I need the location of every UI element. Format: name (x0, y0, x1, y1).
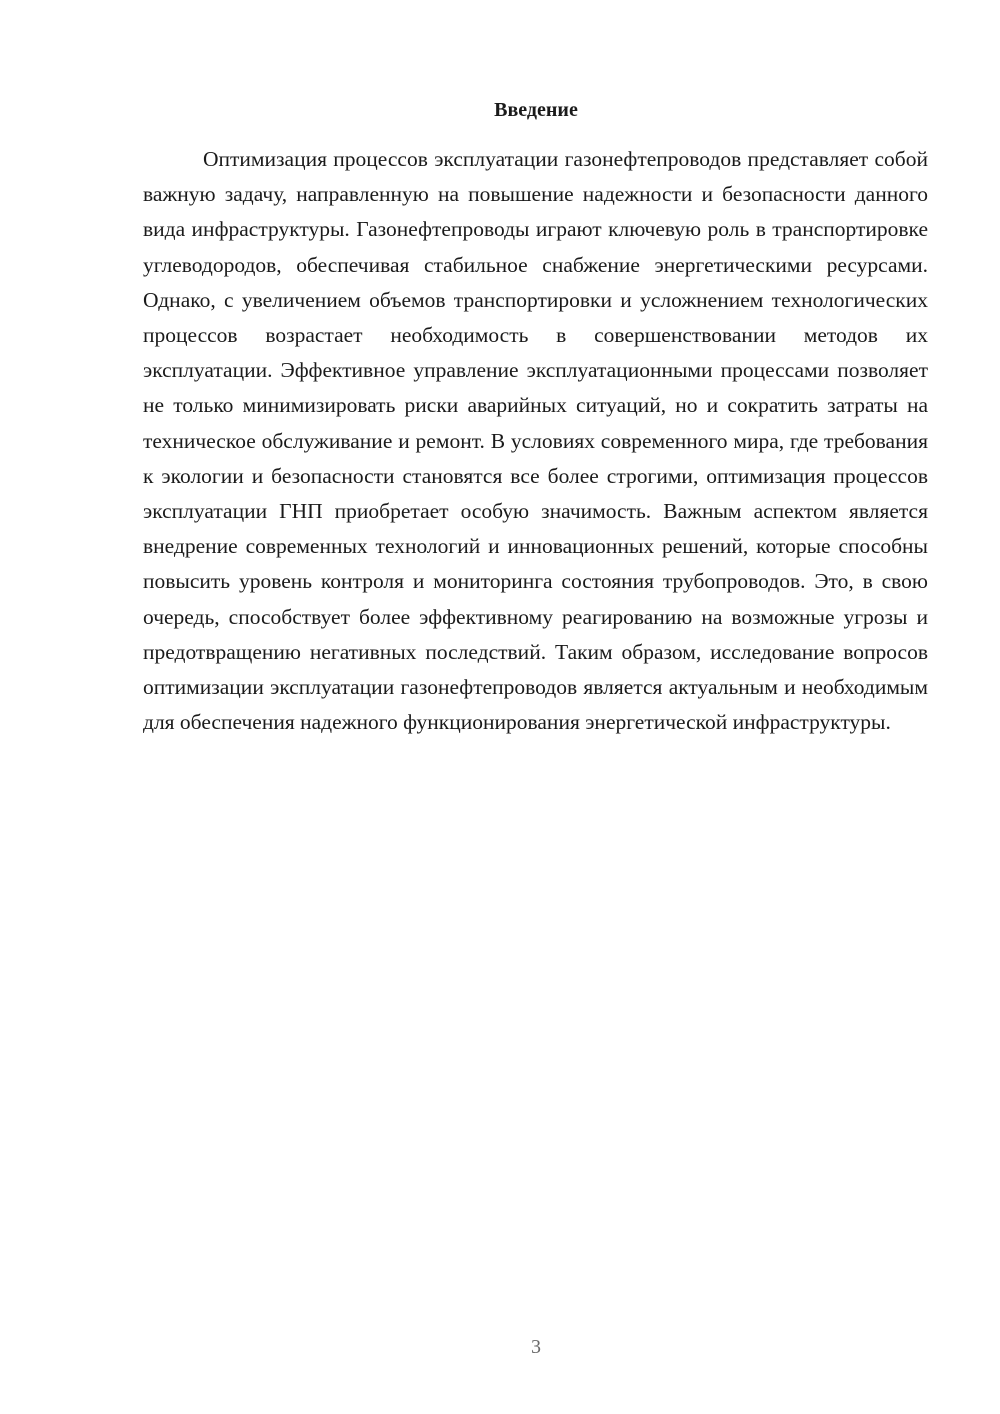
body-paragraph: Оптимизация процессов эксплуатации газонефтепроводов представляет собой важную задачу, направленную на повышение надежности и безопасности данного вида инфраструктуры. Газонефтепроводы играют ключевую роль в транспортировке углеводородов, обеспечивая стабильное снабжение энергетическими ресурсами. Однако, с увеличением объемов транспортировки и усложнением технологических процессов возрастает необходимость в совершенствовании методов их эксплуатации. Эффективное управление эксплуатационными процессами позволяет не только минимизировать риски аварийных ситуаций, но и сократить затраты на техническое обслуживание и ремонт. В условиях современного мира, где требования к экологии и безопасности становятся все более строгими, оптимизация процессов эксплуатации ГНП приобретает особую значимость. Важным аспектом является внедрение современных технологий и инновационных решений, которые способны повысить уровень контроля и мониторинга состояния трубопроводов. Это, в свою очередь, способствует более эффективному реагированию на возможные угрозы и предотвращению негативных последствий. Таким образом, исследование вопросов оптимизации эксплуатации газонефтепроводов является актуальным и необходимым для обеспечения надежного функционирования энергетической инфраструктуры. (143, 147, 928, 735)
section-heading: Введение (494, 99, 578, 121)
page-number: 3 (531, 1336, 541, 1358)
